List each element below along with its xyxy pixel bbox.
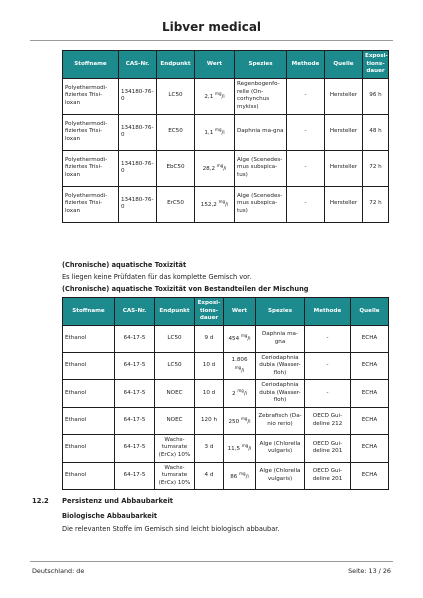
value-unit-numerator: mg <box>240 333 248 339</box>
value-unit-denominator: l <box>245 392 247 398</box>
value-number: 250 <box>228 418 240 425</box>
source-cell: ECHA <box>351 325 389 352</box>
method-cell: OECD Gui-deline 212 <box>305 407 351 434</box>
chronic-components-heading: (Chronische) aquatische Toxizität von Bestandteilen der Mischung <box>62 285 309 293</box>
table-row <box>63 78 389 114</box>
cas-cell: 64-17-5 <box>115 434 155 462</box>
method-cell: - <box>287 78 325 114</box>
duration-cell: 4 d <box>195 462 224 490</box>
cas-cell: 134180-76-0 <box>119 114 157 150</box>
value-number: 11,5 <box>227 445 241 452</box>
value-number: 28,2 <box>202 165 216 172</box>
value-number: 454 <box>228 336 240 343</box>
value-cell: 1,1 $^{mg}$/l <box>195 114 235 150</box>
source-cell: ECHA <box>351 407 389 434</box>
table-row <box>63 186 389 222</box>
duration-cell: 120 h <box>195 407 224 434</box>
value-unit-denominator: l <box>225 166 227 172</box>
value-unit-numerator: mg <box>234 364 242 370</box>
value-number: 2 <box>232 391 236 398</box>
cas-cell: 64-17-5 <box>115 462 155 490</box>
duration-cell: 9 d <box>195 325 224 352</box>
col-header: Spezies <box>256 298 305 326</box>
species-cell: Ceriodaphnia dubia (Wasser-floh) <box>256 380 305 408</box>
value-unit-numerator: mg <box>240 415 248 421</box>
col-header: Methode <box>287 51 325 79</box>
duration-cell: 10 d <box>195 380 224 408</box>
chronic-toxicity-table <box>62 297 389 490</box>
substance-cell: Ethanol <box>63 325 115 352</box>
value-unit-denominator: l <box>247 474 249 480</box>
footer-country: Deutschland: de <box>32 567 85 575</box>
duration-cell: 48 h <box>363 114 389 150</box>
method-cell: - <box>305 325 351 352</box>
endpoint-cell: LC50 <box>155 352 195 380</box>
table-row <box>63 434 389 462</box>
table1-header-row <box>63 51 389 79</box>
source-cell: ECHA <box>351 434 389 462</box>
table-row <box>63 380 389 408</box>
endpoint-cell: Wachs-tumsrate (ErCx) 10% <box>155 434 195 462</box>
col-header: Endpunkt <box>157 51 195 79</box>
table2-header-row <box>63 298 389 326</box>
section-title: Persistenz und Abbaubarkeit <box>62 497 174 505</box>
endpoint-cell: ErC50 <box>157 186 195 222</box>
cas-cell: 134180-76-0 <box>119 150 157 186</box>
col-header: Stoffname <box>63 51 119 79</box>
value-unit-numerator: mg <box>215 126 222 132</box>
source-cell: Hersteller <box>325 78 363 114</box>
value-number: 2,1 <box>204 93 214 100</box>
col-header: Wert <box>224 298 256 326</box>
duration-cell: 3 d <box>195 434 224 462</box>
header-rule <box>30 40 393 41</box>
col-header: Stoffname <box>63 298 115 326</box>
value-number: 1,1 <box>204 129 214 136</box>
value-unit-numerator: mg <box>237 388 244 394</box>
value-unit-denominator: l <box>250 446 252 452</box>
value-unit-denominator: l <box>249 337 251 343</box>
footer-rule <box>30 561 393 562</box>
substance-cell: Ethanol <box>63 352 115 380</box>
col-header: CAS-Nr. <box>115 298 155 326</box>
species-cell: Alge (Chlorella vulgaris) <box>256 434 305 462</box>
chronic-text: Es liegen keine Prüfdaten für das komplette Gemisch vor. <box>62 273 252 281</box>
col-header: Methode <box>305 298 351 326</box>
col-header: Endpunkt <box>155 298 195 326</box>
col-header: Spezies <box>235 51 287 79</box>
value-unit-denominator: l <box>243 368 245 374</box>
cas-cell: 134180-76-0 <box>119 78 157 114</box>
source-cell: Hersteller <box>325 114 363 150</box>
source-cell: ECHA <box>351 352 389 380</box>
biodegradability-heading: Biologische Abbaubarkeit <box>62 512 158 520</box>
substance-cell: Ethanol <box>63 434 115 462</box>
cas-cell: 64-17-5 <box>115 407 155 434</box>
substance-cell: Ethanol <box>63 380 115 408</box>
value-unit-numerator: mg <box>241 443 249 449</box>
endpoint-cell: NOEC <box>155 380 195 408</box>
value-cell: 2,1 $^{mg}$/l <box>195 78 235 114</box>
species-cell: Regenbogenfo-relle (On-corhynchus mykiss) <box>235 78 287 114</box>
table-row <box>63 325 389 352</box>
value-cell: 28,2 $^{mg}$/l <box>195 150 235 186</box>
biodegradability-text: Die relevanten Stoffe im Gemisch sind leicht biologisch abbaubar. <box>62 525 280 533</box>
value-cell: 152,2 $^{mg}$/l <box>195 186 235 222</box>
substance-cell: Polyethermodi-fiziertes Trisi-loxan <box>63 150 119 186</box>
value-cell: 86 $^{mg}$/l <box>224 462 256 490</box>
col-header: Quelle <box>325 51 363 79</box>
value-cell: 1.806 $^{mg}$/l <box>224 352 256 380</box>
cas-cell: 64-17-5 <box>115 352 155 380</box>
endpoint-cell: EC50 <box>157 114 195 150</box>
cas-cell: 134180-76-0 <box>119 186 157 222</box>
value-cell: 250 $^{mg}$/l <box>224 407 256 434</box>
species-cell: Zebrafisch (Da-nio rerio) <box>256 407 305 434</box>
species-cell: Daphnia ma-gna <box>256 325 305 352</box>
table-row <box>63 352 389 380</box>
col-header: Wert <box>195 51 235 79</box>
source-cell: Hersteller <box>325 186 363 222</box>
method-cell: - <box>287 150 325 186</box>
value-cell: 454 $^{mg}$/l <box>224 325 256 352</box>
source-cell: ECHA <box>351 462 389 490</box>
value-unit-denominator: l <box>249 419 251 425</box>
substance-cell: Ethanol <box>63 407 115 434</box>
col-header: Quelle <box>351 298 389 326</box>
endpoint-cell: NOEC <box>155 407 195 434</box>
value-unit-numerator: mg <box>218 198 226 204</box>
value-unit-denominator: l <box>226 202 229 208</box>
species-cell: Alge (Scenedes-mus subspica-tus) <box>235 186 287 222</box>
acute-toxicity-table <box>62 50 389 223</box>
value-cell: 11,5 $^{mg}$/l <box>224 434 256 462</box>
endpoint-cell: Wachs-tumsrate (ErCx) 10% <box>155 462 195 490</box>
endpoint-cell: LC50 <box>157 78 195 114</box>
value-number: 86 <box>230 473 238 480</box>
cas-cell: 64-17-5 <box>115 380 155 408</box>
value-number: 152,2 <box>200 201 217 208</box>
duration-cell: 10 d <box>195 352 224 380</box>
endpoint-cell: LC50 <box>155 325 195 352</box>
substance-cell: Polyethermodi-fiziertes Trisi-loxan <box>63 186 119 222</box>
substance-cell: Ethanol <box>63 462 115 490</box>
species-cell: Daphnia ma-gna <box>235 114 287 150</box>
col-header: Exposi-tions-dauer <box>363 51 389 79</box>
footer-page-number: Seite: 13 / 26 <box>348 567 391 575</box>
duration-cell: 96 h <box>363 78 389 114</box>
chronic-heading: (Chronische) aquatische Toxizität <box>62 261 187 269</box>
duration-cell: 72 h <box>363 150 389 186</box>
method-cell: OECD Gui-deline 201 <box>305 434 351 462</box>
species-cell: Ceriodaphnia dubia (Wasser-floh) <box>256 352 305 380</box>
value-unit-denominator: l <box>223 94 225 100</box>
value-unit-numerator: mg <box>215 90 222 96</box>
value-number: 1.806 <box>231 356 248 363</box>
section-number: 12.2 <box>32 497 49 505</box>
duration-cell: 72 h <box>363 186 389 222</box>
value-unit-numerator: mg <box>239 470 246 476</box>
method-cell: OECD Gui-deline 201 <box>305 462 351 490</box>
source-cell: Hersteller <box>325 150 363 186</box>
col-header: Exposi-tions-dauer <box>195 298 224 326</box>
method-cell: - <box>305 352 351 380</box>
table-row <box>63 150 389 186</box>
value-unit-numerator: mg <box>216 162 224 168</box>
value-unit-denominator: l <box>223 130 225 136</box>
table-row <box>63 114 389 150</box>
substance-cell: Polyethermodi-fiziertes Trisi-loxan <box>63 114 119 150</box>
table-row <box>63 407 389 434</box>
page-title: Libver medical <box>161 20 262 34</box>
source-cell: ECHA <box>351 380 389 408</box>
method-cell: - <box>305 380 351 408</box>
cas-cell: 64-17-5 <box>115 325 155 352</box>
table-row <box>63 462 389 490</box>
method-cell: - <box>287 186 325 222</box>
endpoint-cell: EbC50 <box>157 150 195 186</box>
value-cell: 2 $^{mg}$/l <box>224 380 256 408</box>
method-cell: - <box>287 114 325 150</box>
substance-cell: Polyethermodi-fiziertes Trisi-loxan <box>63 78 119 114</box>
species-cell: Alge (Scenedes-mus subspica-tus) <box>235 150 287 186</box>
col-header: CAS-Nr. <box>119 51 157 79</box>
species-cell: Alge (Chlorella vulgaris) <box>256 462 305 490</box>
